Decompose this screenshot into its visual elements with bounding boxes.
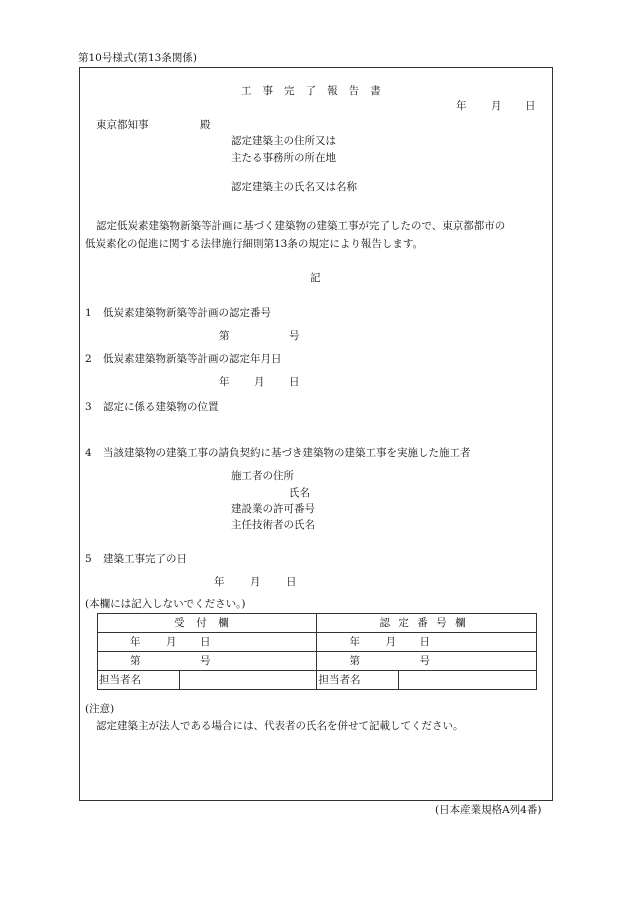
cert-number-header-text: 認定番号欄	[379, 617, 474, 629]
form-number: 第10号様式(第13条関係)	[78, 52, 197, 64]
reception-year: 年	[130, 636, 141, 648]
reception-go: 号	[200, 655, 211, 667]
reception-date-cell	[98, 633, 317, 652]
cert-date-cell	[317, 633, 537, 652]
item5-month: 月	[250, 576, 261, 588]
cert-day: 日	[419, 636, 430, 648]
applicant-address-line2: 主たる事務所の所在地	[231, 152, 336, 164]
reception-month: 月	[166, 636, 177, 648]
item4-contractor-address: 施工者の住所	[231, 470, 294, 482]
addressee-name: 東京都知事	[96, 119, 149, 131]
body-text-line2: 低炭素化の促進に関する法律施行細則第13条の規定により報告します。	[85, 238, 424, 250]
applicant-address-line1: 認定建築主の住所又は	[231, 135, 336, 147]
cert-person-label-text: 担当者名	[318, 674, 361, 686]
office-use-table	[97, 613, 537, 690]
reception-person-label-text: 担当者名	[99, 674, 141, 686]
date-day: 日	[525, 100, 536, 112]
item1-dai: 第	[219, 330, 230, 342]
document-title: 工事完了報告書	[241, 85, 392, 97]
body-text-line1: 認定低炭素建築物新築等計画に基づく建築物の建築工事が完了したので、東京都都市の	[96, 220, 506, 232]
form-frame	[79, 67, 553, 801]
cert-go: 号	[419, 655, 430, 667]
item3-number: 3	[85, 401, 92, 413]
reception-person-value	[179, 671, 317, 690]
item5-year: 年	[214, 576, 225, 588]
cert-number-header	[317, 614, 537, 633]
cert-person-value	[399, 671, 537, 690]
date-month: 月	[491, 100, 502, 112]
reception-day: 日	[200, 636, 211, 648]
date-year: 年	[456, 100, 467, 112]
item2-month: 月	[254, 376, 265, 388]
reception-dai: 第	[130, 655, 141, 667]
item4-license-number: 建設業の許可番号	[231, 503, 315, 515]
item4-label: 当該建築物の建築工事の請負契約に基づき建築物の建築工事を実施した施工者	[103, 447, 471, 459]
cert-month: 月	[385, 636, 396, 648]
item1-label: 低炭素建築物新築等計画の認定番号	[103, 307, 271, 319]
item5-number: 5	[85, 553, 92, 565]
addressee-honorific: 殿	[200, 119, 211, 131]
footer-paper-size: (日本産業規格A列4番)	[435, 804, 542, 816]
office-use-note: (本欄には記入しないでください。)	[85, 598, 246, 610]
item2-year: 年	[219, 376, 230, 388]
cert-dai: 第	[349, 655, 360, 667]
item5-label: 建築工事完了の日	[103, 553, 187, 565]
applicant-name-label: 認定建築主の氏名又は名称	[231, 181, 357, 193]
item4-number: 4	[85, 447, 92, 459]
reception-header-text: 受付欄	[174, 617, 241, 629]
item1-number: 1	[85, 307, 92, 319]
reception-number-cell	[98, 652, 317, 671]
item1-go: 号	[289, 330, 300, 342]
item5-day: 日	[286, 576, 297, 588]
item2-label: 低炭素建築物新築等計画の認定年月日	[103, 353, 282, 365]
item3-label: 認定に係る建築物の位置	[103, 401, 219, 413]
notes-heading: (注意)	[85, 703, 115, 715]
reception-person-label	[98, 671, 180, 690]
reception-header	[98, 614, 317, 633]
cert-year: 年	[349, 636, 360, 648]
item4-contractor-name: 氏名	[289, 487, 310, 499]
notes-text: 認定建築主が法人である場合には、代表者の氏名を併せて記載してください。	[96, 720, 464, 732]
cert-number-cell	[317, 652, 537, 671]
item4-engineer-name: 主任技術者の氏名	[231, 519, 315, 531]
item2-day: 日	[289, 376, 300, 388]
cert-person-label	[317, 671, 399, 690]
item2-number: 2	[85, 353, 92, 365]
ki-heading: 記	[310, 272, 321, 284]
